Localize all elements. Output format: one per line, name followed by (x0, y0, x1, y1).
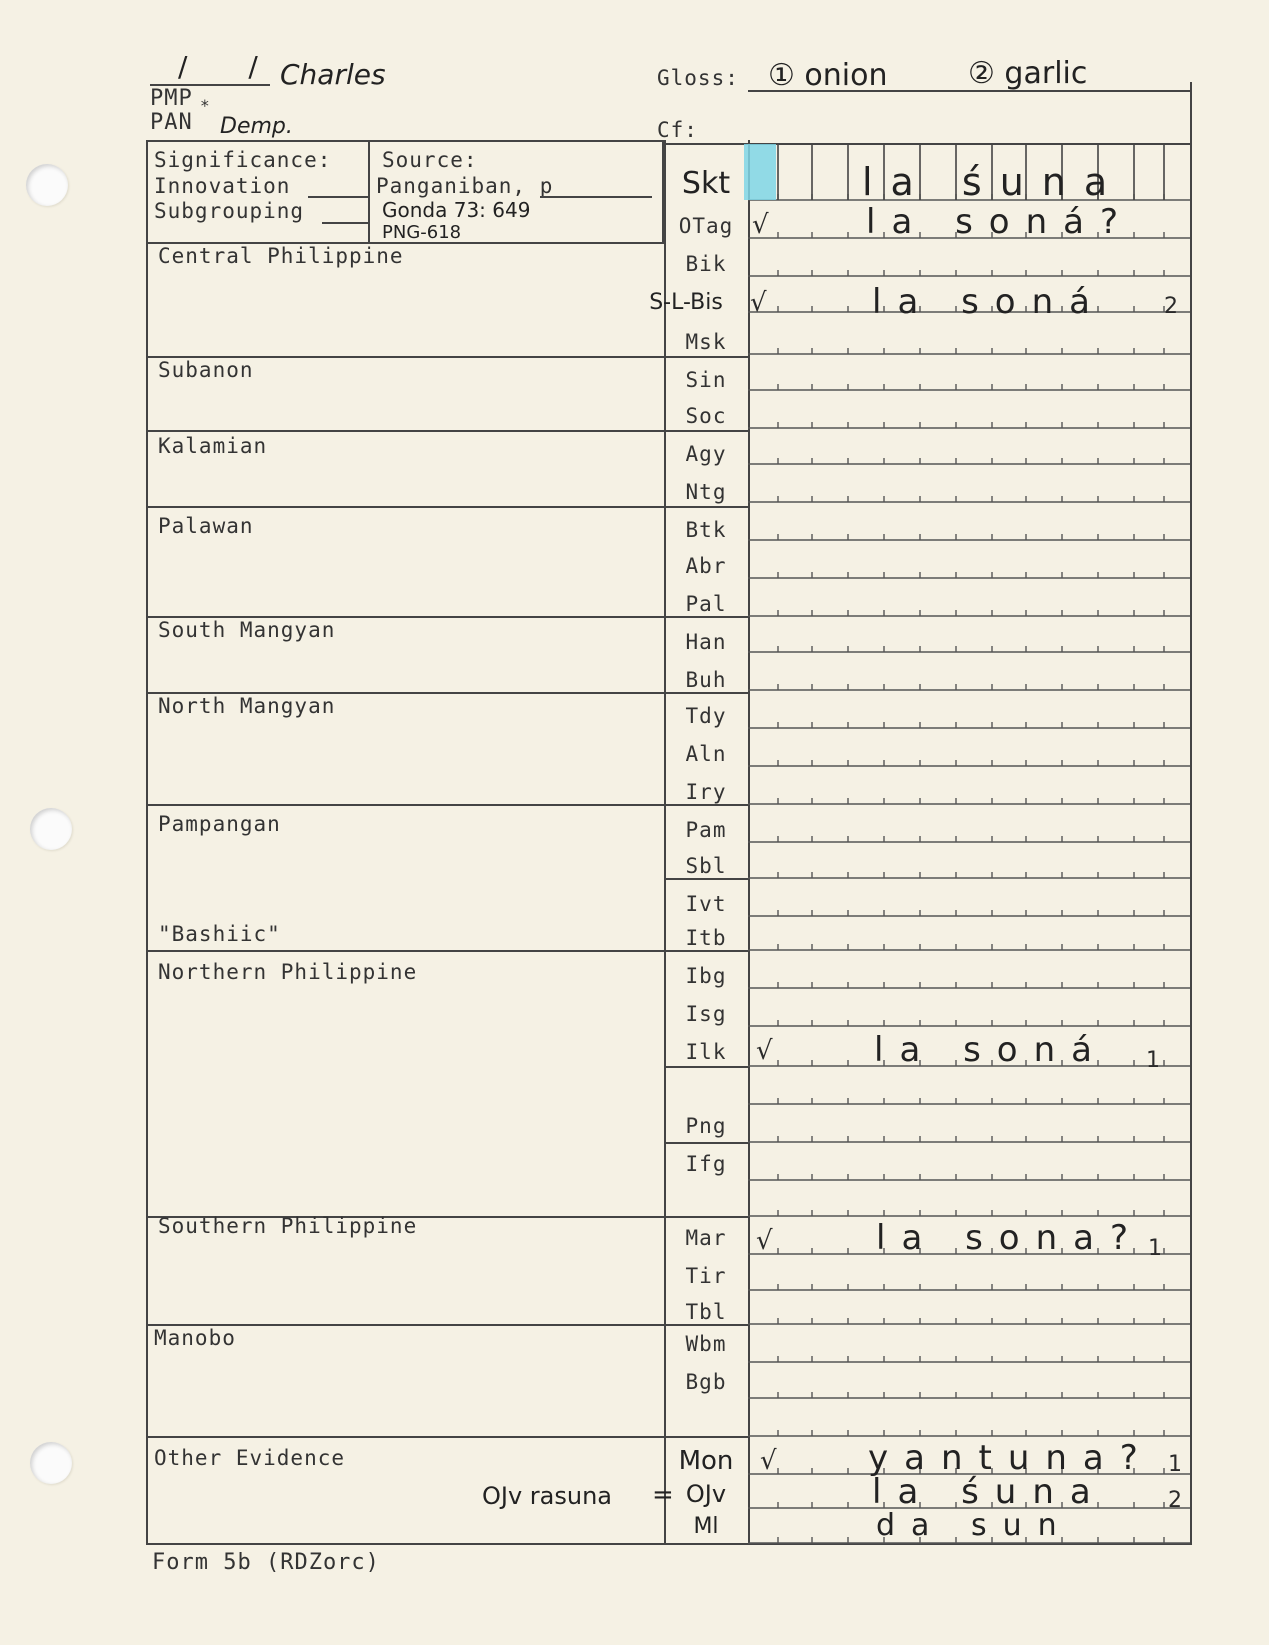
form-footer: Form 5b (RDZorc) (152, 1550, 380, 1575)
entry-otag: la soná? (866, 202, 1135, 242)
lang-han: Han (685, 630, 727, 654)
group-southern-philippine: Southern Philippine (158, 1214, 418, 1238)
lang-ivt: Ivt (685, 892, 727, 916)
lang-ibg: Ibg (685, 964, 727, 988)
entry-ml: da sun (876, 1508, 1073, 1543)
group-north-mangyan: North Mangyan (158, 694, 336, 718)
lang-png: Png (685, 1114, 727, 1138)
lang-bik: Bik (685, 252, 727, 276)
lang-isg: Isg (685, 1002, 727, 1026)
group-south-mangyan: South Mangyan (158, 618, 336, 642)
entry-slbis-number: 2 (1164, 294, 1178, 319)
group-bashiic: "Bashiic" (158, 922, 281, 946)
group-central-philippine: Central Philippine (158, 244, 404, 268)
check-otag: √ (752, 210, 769, 240)
check-mar: √ (756, 1226, 773, 1256)
lang-agy: Agy (685, 442, 727, 466)
group-manobo: Manobo (154, 1326, 236, 1350)
lang-itb: Itb (685, 926, 727, 950)
entry-ilk: la soná (874, 1030, 1108, 1070)
lang-btk: Btk (685, 518, 727, 542)
lang-ojv: OJv (685, 1480, 727, 1508)
lang-slbis: S-L-Bis (649, 290, 723, 315)
lang-tdy: Tdy (685, 704, 727, 728)
ojv-note: OJv rasuna (482, 1482, 613, 1510)
lang-ntg: Ntg (685, 480, 727, 504)
cf-label: Cf: (657, 118, 698, 142)
entry-mon-number: 1 (1168, 1452, 1182, 1477)
lang-pal: Pal (685, 592, 727, 616)
innovation-label: Innovation (154, 174, 291, 198)
lang-mar: Mar (685, 1226, 727, 1250)
pan-label: PAN (150, 110, 193, 135)
entry-mar-number: 1 (1148, 1236, 1162, 1261)
date-field: / / (178, 50, 284, 83)
lang-aln: Aln (685, 742, 727, 766)
lang-iry: Iry (685, 780, 727, 804)
skt-highlight-cell (744, 144, 776, 200)
gloss-label: Gloss: (657, 66, 739, 90)
lang-mon: Mon (678, 1446, 734, 1476)
gloss-onion: ① onion (768, 58, 888, 93)
subgrouping-label: Subgrouping (154, 199, 305, 223)
entry-slbis: la soná (872, 282, 1106, 322)
group-palawan: Palawan (158, 514, 254, 538)
source-ref-gonda: Gonda 73: 649 (382, 198, 531, 222)
lang-msk: Msk (685, 330, 727, 354)
source-value: Panganiban, p (376, 174, 554, 198)
author-name: Charles (280, 58, 386, 91)
entry-ojv-number: 2 (1168, 1488, 1182, 1513)
lang-abr: Abr (685, 554, 727, 578)
lang-sbl: Sbl (685, 854, 727, 878)
group-subanon: Subanon (158, 358, 254, 382)
lang-bgb: Bgb (685, 1370, 727, 1394)
group-kalamian: Kalamian (158, 434, 268, 458)
lang-ilk: Ilk (685, 1040, 727, 1064)
lang-skt: Skt (681, 166, 731, 201)
check-slbis: √ (750, 288, 767, 318)
lang-pam: Pam (685, 818, 727, 842)
lang-ifg: Ifg (685, 1152, 727, 1176)
group-pampangan: Pampangan (158, 812, 281, 836)
lang-otag: OTag (678, 214, 734, 238)
entry-ojv: la śuna (872, 1472, 1107, 1512)
entry-mon: yantuna? (868, 1438, 1154, 1478)
lang-wbm: Wbm (685, 1332, 727, 1356)
source-ref-png: PNG-618 (382, 222, 462, 243)
source-label: Source: (382, 148, 478, 172)
lang-tbl: Tbl (685, 1300, 727, 1324)
pan-note: Demp. (220, 114, 293, 139)
entry-ilk-number: 1 (1146, 1048, 1160, 1073)
significance-label: Significance: (154, 148, 332, 172)
check-ilk: √ (756, 1036, 773, 1066)
lang-ml: Ml (693, 1514, 719, 1539)
ojv-equals: = (652, 1480, 674, 1510)
lang-buh: Buh (685, 668, 727, 692)
lang-tir: Tir (685, 1264, 727, 1288)
check-mon: √ (760, 1446, 777, 1476)
group-northern-philippine: Northern Philippine (158, 960, 418, 984)
lang-sin: Sin (685, 368, 727, 392)
pmp-label: PMP (150, 86, 193, 111)
lang-soc: Soc (685, 404, 727, 428)
gloss-garlic: ② garlic (968, 56, 1088, 91)
entry-mar: la sona? (876, 1218, 1145, 1258)
group-other-evidence: Other Evidence (154, 1446, 346, 1470)
entry-skt: la śuna (862, 160, 1126, 204)
asterisk: * (200, 96, 211, 115)
